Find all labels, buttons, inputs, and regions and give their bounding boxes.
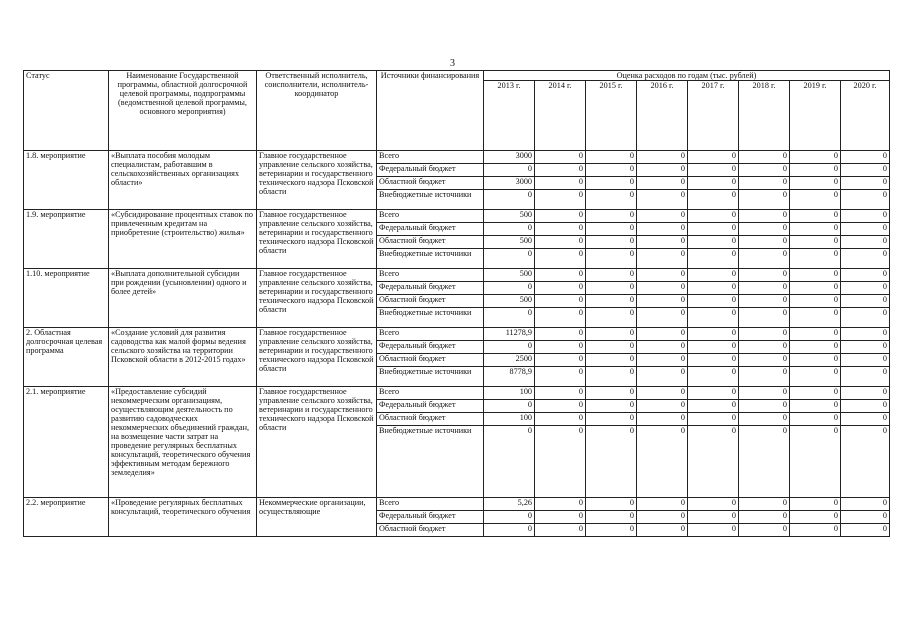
table-row: [24, 269, 890, 282]
table-header: [24, 71, 890, 151]
row-value: 0: [586, 498, 637, 511]
row-value: 0: [484, 164, 535, 177]
row-value: 0: [790, 387, 841, 400]
table-body: [24, 151, 890, 537]
row-source: Всего: [377, 387, 484, 400]
row-value: 8778,9: [484, 367, 535, 387]
table-row: [24, 151, 890, 164]
row-value: 0: [790, 210, 841, 223]
row-value: 0: [637, 151, 688, 164]
row-value: 0: [586, 151, 637, 164]
row-source: Областной бюджет: [377, 354, 484, 367]
header-estimate: Оценка расходов по годам (тыс. рублей): [484, 71, 890, 81]
row-value: 0: [688, 367, 739, 387]
row-value: 0: [637, 524, 688, 537]
row-source: Внебюджетные источники: [377, 367, 484, 387]
header-year: 2018 г.: [739, 81, 790, 151]
row-value: 0: [688, 524, 739, 537]
row-executor: Главное государственное управление сельского хозяйства, ветеринарии и государственного технического надзора Псковской области: [257, 210, 377, 269]
row-value: 0: [484, 308, 535, 328]
row-program-name: «Создание условий для развития садоводства как малой формы ведения сельского хозяйства на территории Псковской области в 2012-2015 годах»: [109, 328, 257, 387]
row-value: 11278,9: [484, 328, 535, 341]
header-year: 2014 г.: [535, 81, 586, 151]
row-value: 0: [637, 249, 688, 269]
row-value: 0: [841, 269, 890, 282]
row-executor: Некоммерческие организации, осуществляющие: [257, 498, 377, 537]
row-value: 0: [841, 413, 890, 426]
row-value: 500: [484, 236, 535, 249]
row-value: 0: [790, 426, 841, 498]
row-source: Областной бюджет: [377, 524, 484, 537]
row-value: 0: [790, 236, 841, 249]
row-value: 0: [637, 413, 688, 426]
row-source: Внебюджетные источники: [377, 308, 484, 328]
row-value: 0: [739, 511, 790, 524]
row-value: 0: [586, 164, 637, 177]
row-value: 0: [841, 387, 890, 400]
row-value: 0: [790, 190, 841, 210]
row-value: 0: [586, 236, 637, 249]
row-value: 0: [841, 151, 890, 164]
row-value: 0: [586, 413, 637, 426]
row-program-name: «Проведение регулярных бесплатных консультаций, теоретического обучения: [109, 498, 257, 537]
row-value: 0: [841, 511, 890, 524]
row-value: 0: [688, 341, 739, 354]
row-value: 0: [535, 190, 586, 210]
row-value: 0: [790, 328, 841, 341]
row-value: 0: [790, 354, 841, 367]
row-value: 0: [637, 400, 688, 413]
row-program-name: «Предоставление субсидий некоммерческим организациям, осуществляющим деятельность по развитию садоводческих некоммерческих объединений граждан, на возмещение части затрат на проведение регулярных бесплатных консультаций, теоретического обучения эффективным методам бережного земледелия»: [109, 387, 257, 498]
row-value: 0: [586, 190, 637, 210]
row-value: 0: [841, 328, 890, 341]
row-value: 0: [739, 524, 790, 537]
row-value: 0: [790, 367, 841, 387]
row-value: 500: [484, 295, 535, 308]
row-value: 0: [535, 249, 586, 269]
row-value: 0: [841, 524, 890, 537]
row-status: 2. Областная долгосрочная целевая программа: [24, 328, 109, 387]
row-value: 0: [739, 367, 790, 387]
table-row: [24, 387, 890, 400]
row-value: 0: [688, 426, 739, 498]
row-executor: Главное государственное управление сельского хозяйства, ветеринарии и государственного технического надзора Псковской области: [257, 387, 377, 498]
row-value: 0: [790, 249, 841, 269]
row-value: 0: [535, 511, 586, 524]
row-source: Всего: [377, 151, 484, 164]
row-value: 0: [535, 413, 586, 426]
row-value: 0: [841, 341, 890, 354]
row-value: 0: [637, 295, 688, 308]
row-value: 0: [739, 308, 790, 328]
row-value: 0: [637, 282, 688, 295]
row-value: 0: [739, 223, 790, 236]
row-source: Всего: [377, 328, 484, 341]
row-value: 0: [688, 498, 739, 511]
row-value: 0: [790, 308, 841, 328]
header-year: 2015 г.: [586, 81, 637, 151]
row-value: 0: [535, 269, 586, 282]
row-value: 0: [841, 236, 890, 249]
row-value: 0: [535, 387, 586, 400]
header-status: Статус: [24, 71, 109, 151]
row-value: 0: [841, 308, 890, 328]
row-value: 2500: [484, 354, 535, 367]
row-value: 0: [637, 354, 688, 367]
row-source: Областной бюджет: [377, 236, 484, 249]
row-value: 0: [637, 223, 688, 236]
header-sources: Источники финансирования: [377, 71, 484, 151]
row-value: 0: [586, 269, 637, 282]
row-value: 0: [637, 177, 688, 190]
row-value: 0: [739, 210, 790, 223]
row-value: 0: [586, 354, 637, 367]
row-program-name: «Субсидирование процентных ставок по привлеченным кредитам на приобретение (строительство) жилья»: [109, 210, 257, 269]
row-value: 0: [586, 210, 637, 223]
row-value: 0: [790, 341, 841, 354]
row-value: 0: [535, 236, 586, 249]
row-value: 0: [637, 164, 688, 177]
row-value: 0: [637, 367, 688, 387]
row-value: 0: [535, 308, 586, 328]
row-value: 0: [586, 249, 637, 269]
row-value: 100: [484, 413, 535, 426]
row-value: 0: [637, 308, 688, 328]
row-value: 0: [739, 190, 790, 210]
row-value: 0: [790, 511, 841, 524]
table-row: [24, 498, 890, 511]
row-value: 0: [688, 295, 739, 308]
row-value: 0: [790, 269, 841, 282]
row-value: 0: [790, 282, 841, 295]
row-value: 0: [688, 151, 739, 164]
row-value: 0: [484, 249, 535, 269]
row-value: 0: [739, 236, 790, 249]
row-executor: Главное государственное управление сельского хозяйства, ветеринарии и государственного технического надзора Псковской области: [257, 269, 377, 328]
row-value: 0: [841, 249, 890, 269]
row-value: 0: [688, 249, 739, 269]
row-value: 0: [688, 177, 739, 190]
row-value: 0: [637, 269, 688, 282]
header-year: 2013 г.: [484, 81, 535, 151]
row-value: 0: [688, 164, 739, 177]
row-value: 0: [841, 498, 890, 511]
row-value: 0: [484, 511, 535, 524]
header-executor: Ответственный исполнитель, соисполнители, исполнитель-координатор: [257, 71, 377, 151]
row-value: 0: [688, 387, 739, 400]
row-value: 0: [484, 282, 535, 295]
row-value: 0: [484, 524, 535, 537]
row-value: 500: [484, 210, 535, 223]
row-value: 0: [739, 387, 790, 400]
header-program-name: Наименование Государственной программы, областной долгосрочной целевой программы, подпрограммы (ведомственной целевой программы, основного мероприятия): [109, 71, 257, 151]
row-value: 0: [535, 426, 586, 498]
row-source: Областной бюджет: [377, 295, 484, 308]
row-value: 0: [739, 341, 790, 354]
row-value: 0: [841, 177, 890, 190]
row-source: Областной бюджет: [377, 413, 484, 426]
row-value: 5,26: [484, 498, 535, 511]
row-value: 0: [535, 164, 586, 177]
row-value: 0: [484, 223, 535, 236]
row-value: 0: [688, 400, 739, 413]
row-value: 0: [739, 177, 790, 190]
row-value: 0: [790, 400, 841, 413]
row-value: 0: [535, 223, 586, 236]
row-status: 2.2. мероприятие: [24, 498, 109, 537]
row-value: 0: [484, 190, 535, 210]
row-status: 1.9. мероприятие: [24, 210, 109, 269]
row-value: 0: [637, 511, 688, 524]
row-value: 0: [841, 190, 890, 210]
row-executor: Главное государственное управление сельского хозяйства, ветеринарии и государственного технического надзора Псковской области: [257, 151, 377, 210]
row-value: 0: [535, 282, 586, 295]
table-row: [24, 328, 890, 341]
header-year: 2016 г.: [637, 81, 688, 151]
row-executor: Главное государственное управление сельского хозяйства, ветеринарии и государственного технического надзора Псковской области: [257, 328, 377, 387]
row-value: 0: [739, 426, 790, 498]
budget-table: [23, 70, 890, 537]
row-value: 0: [637, 341, 688, 354]
row-value: 0: [535, 177, 586, 190]
row-value: 0: [739, 354, 790, 367]
row-source: Федеральный бюджет: [377, 341, 484, 354]
row-value: 0: [739, 269, 790, 282]
row-status: 1.10. мероприятие: [24, 269, 109, 328]
row-value: 0: [586, 328, 637, 341]
row-value: 0: [586, 400, 637, 413]
row-value: 0: [841, 223, 890, 236]
row-value: 0: [586, 223, 637, 236]
row-value: 0: [790, 177, 841, 190]
row-value: 100: [484, 387, 535, 400]
row-value: 0: [688, 354, 739, 367]
row-value: 0: [739, 249, 790, 269]
row-value: 0: [841, 210, 890, 223]
row-value: 0: [790, 413, 841, 426]
row-value: 0: [790, 295, 841, 308]
row-source: Внебюджетные источники: [377, 249, 484, 269]
row-value: 0: [739, 498, 790, 511]
row-value: 0: [739, 164, 790, 177]
row-value: 0: [535, 367, 586, 387]
row-value: 0: [688, 413, 739, 426]
row-value: 0: [688, 511, 739, 524]
row-value: 0: [637, 190, 688, 210]
row-value: 0: [637, 426, 688, 498]
row-value: 0: [739, 328, 790, 341]
row-value: 0: [535, 354, 586, 367]
row-value: 0: [841, 354, 890, 367]
row-value: 0: [841, 367, 890, 387]
row-value: 0: [637, 328, 688, 341]
row-value: 0: [739, 400, 790, 413]
row-value: 0: [484, 400, 535, 413]
row-value: 0: [790, 498, 841, 511]
row-value: 0: [535, 151, 586, 164]
row-value: 0: [637, 498, 688, 511]
row-value: 0: [586, 282, 637, 295]
row-value: 0: [535, 498, 586, 511]
row-value: 0: [484, 341, 535, 354]
row-status: 2.1. мероприятие: [24, 387, 109, 498]
row-value: 0: [535, 400, 586, 413]
row-value: 0: [637, 210, 688, 223]
row-value: 0: [586, 426, 637, 498]
row-program-name: «Выплата пособия молодым специалистам, работавшим в сельскохозяйственных организациях области»: [109, 151, 257, 210]
row-source: Областной бюджет: [377, 177, 484, 190]
row-value: 0: [790, 151, 841, 164]
row-value: 0: [790, 164, 841, 177]
header-year: 2019 г.: [790, 81, 841, 151]
row-value: 0: [586, 367, 637, 387]
row-value: 500: [484, 269, 535, 282]
row-value: 0: [688, 210, 739, 223]
row-source: Всего: [377, 498, 484, 511]
row-value: 0: [790, 524, 841, 537]
row-value: 0: [535, 328, 586, 341]
row-value: 0: [688, 282, 739, 295]
row-value: 3000: [484, 151, 535, 164]
row-value: 0: [688, 328, 739, 341]
page-number: 3: [450, 58, 455, 69]
row-source: Внебюджетные источники: [377, 190, 484, 210]
row-value: 0: [535, 295, 586, 308]
row-value: 0: [637, 387, 688, 400]
row-value: 0: [586, 308, 637, 328]
row-value: 0: [688, 269, 739, 282]
row-source: Федеральный бюджет: [377, 223, 484, 236]
header-year: 2020 г.: [841, 81, 890, 151]
row-value: 0: [586, 387, 637, 400]
row-value: 3000: [484, 177, 535, 190]
row-value: 0: [841, 282, 890, 295]
row-value: 0: [688, 190, 739, 210]
table-row: [24, 210, 890, 223]
row-value: 0: [535, 341, 586, 354]
row-program-name: «Выплата дополнительной субсидии при рождении (усыновлении) одного и более детей»: [109, 269, 257, 328]
row-value: 0: [688, 236, 739, 249]
row-source: Федеральный бюджет: [377, 400, 484, 413]
row-value: 0: [739, 282, 790, 295]
row-value: 0: [739, 151, 790, 164]
header-year: 2017 г.: [688, 81, 739, 151]
row-value: 0: [790, 223, 841, 236]
row-value: 0: [586, 524, 637, 537]
row-source: Федеральный бюджет: [377, 511, 484, 524]
row-source: Федеральный бюджет: [377, 164, 484, 177]
row-value: 0: [535, 524, 586, 537]
row-value: 0: [484, 426, 535, 498]
row-value: 0: [841, 426, 890, 498]
row-value: 0: [688, 308, 739, 328]
row-value: 0: [586, 511, 637, 524]
row-value: 0: [739, 295, 790, 308]
row-source: Всего: [377, 210, 484, 223]
row-value: 0: [688, 223, 739, 236]
row-value: 0: [841, 295, 890, 308]
row-value: 0: [841, 164, 890, 177]
row-value: 0: [535, 210, 586, 223]
row-source: Всего: [377, 269, 484, 282]
row-value: 0: [841, 400, 890, 413]
row-value: 0: [586, 177, 637, 190]
row-value: 0: [739, 413, 790, 426]
row-value: 0: [586, 341, 637, 354]
row-value: 0: [586, 295, 637, 308]
row-value: 0: [637, 236, 688, 249]
row-source: Федеральный бюджет: [377, 282, 484, 295]
row-source: Внебюджетные источники: [377, 426, 484, 498]
row-status: 1.8. мероприятие: [24, 151, 109, 210]
